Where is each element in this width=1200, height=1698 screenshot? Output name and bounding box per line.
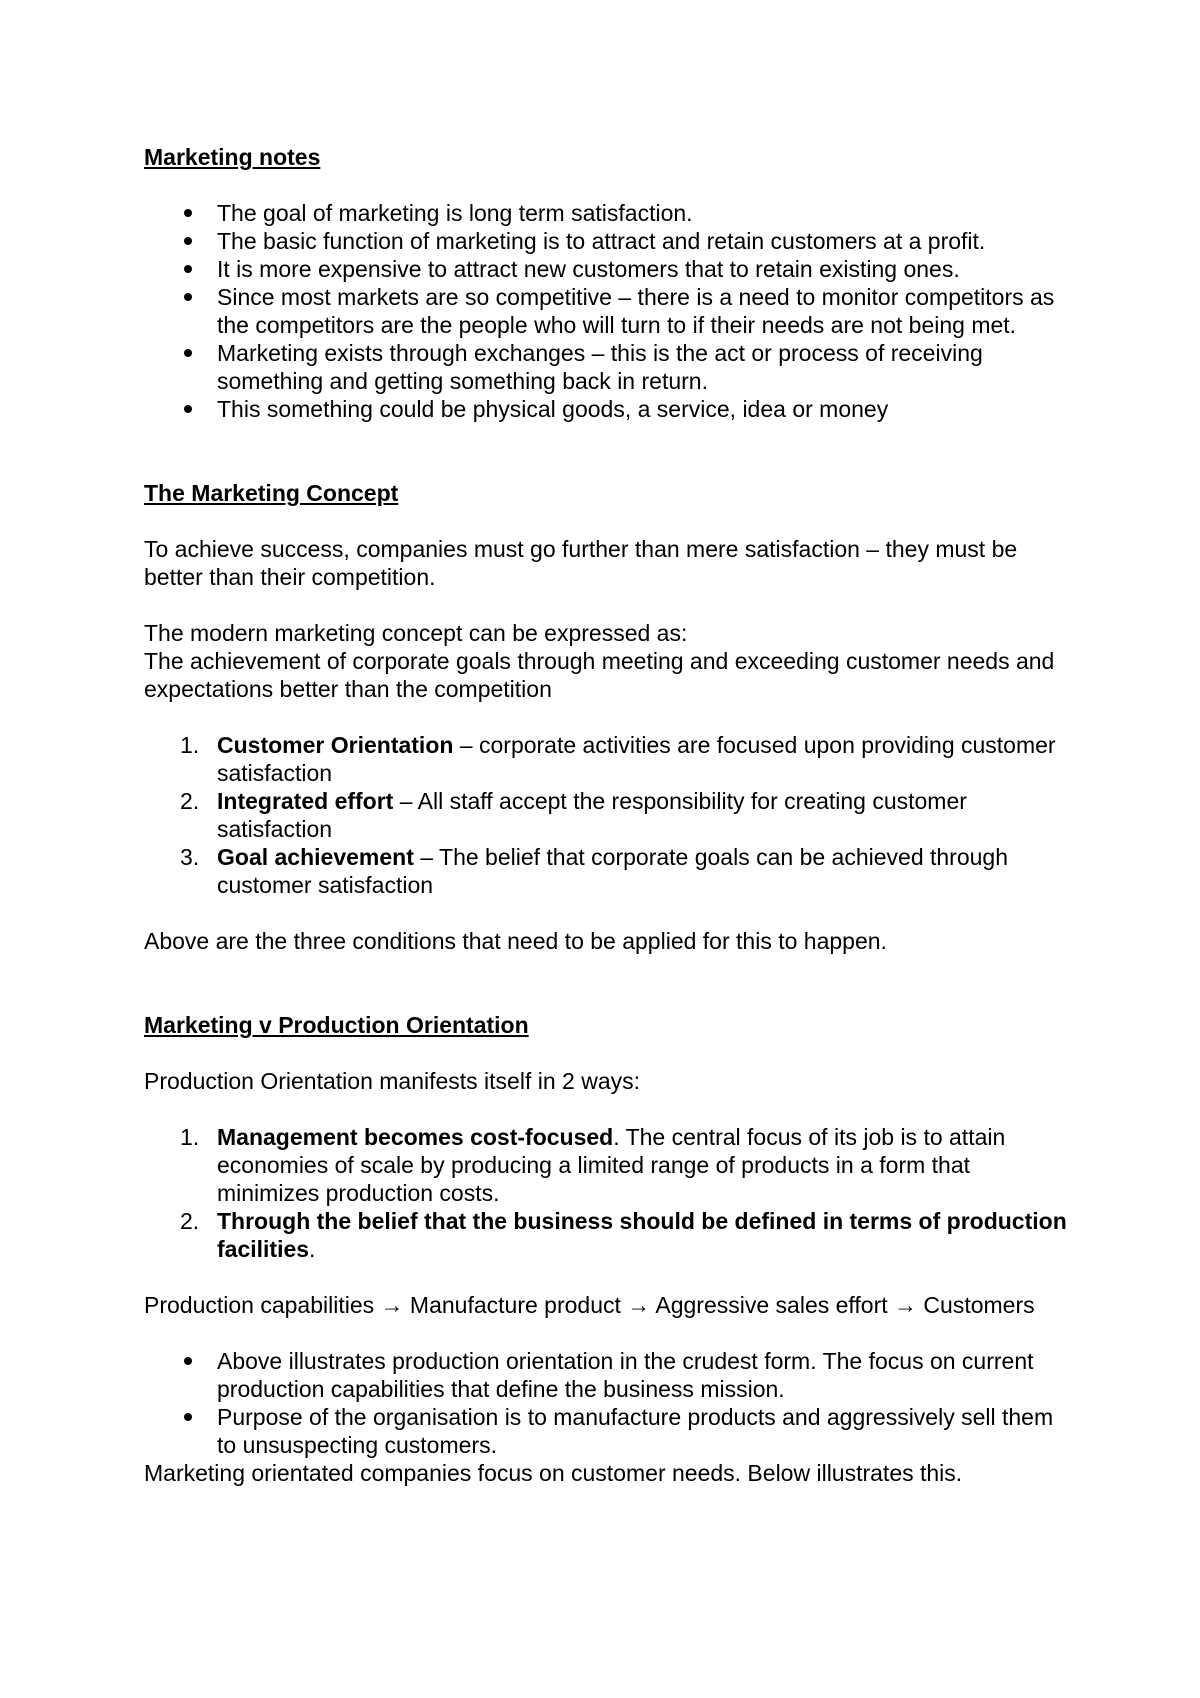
list-number: 1.: [180, 1124, 200, 1150]
flow-step: Aggressive sales effort: [650, 1292, 895, 1318]
list-number: 3.: [180, 844, 200, 870]
production-orientation-list: [144, 1123, 1074, 1263]
list-item: [144, 787, 1074, 843]
paragraph-concept-intro: The modern marketing concept can be expressed as:: [144, 620, 688, 646]
list-item: The basic function of marketing is to attract and retain customers at a profit.: [144, 227, 1074, 255]
list-item: [144, 1123, 1074, 1207]
flow-step: Production capabilities: [144, 1292, 381, 1318]
marketing-notes-list: [144, 199, 1074, 423]
section-heading-marketing-concept: The Marketing Concept: [144, 480, 399, 506]
list-item: This something could be physical goods, a service, idea or money: [144, 395, 1074, 423]
list-item: It is more expensive to attract new customers that to retain existing ones.: [144, 255, 1074, 283]
section-heading-marketing-vs-production: Marketing v Production Orientation: [144, 1012, 529, 1038]
list-item-text: .: [309, 1236, 316, 1262]
list-number: 2.: [180, 1208, 200, 1234]
list-item-text: – All staff accept the responsibility for creating customer satisfaction: [217, 788, 967, 842]
arrow-right-icon: →: [627, 1292, 651, 1318]
list-item: [144, 843, 1074, 899]
arrow-right-icon: →: [894, 1292, 918, 1318]
list-item: Purpose of the organisation is to manufacture products and aggressively sell them to unsuspecting customers.: [144, 1403, 1074, 1459]
list-item-text: – corporate activities are focused upon providing customer satisfaction: [217, 732, 1056, 786]
list-item-title: Through the belief that the business should be defined in terms of production facilities: [217, 1208, 1067, 1262]
list-item-title: Management becomes cost-focused: [217, 1124, 614, 1150]
list-item-title: Integrated effort: [217, 788, 394, 814]
list-item: Above illustrates production orientation in the crudest form. The focus on current production capabilities that define the business mission.: [144, 1347, 1074, 1403]
paragraph-conditions-summary: Above are the three conditions that need to be applied for this to happen.: [144, 928, 887, 954]
production-orientation-notes-list: [144, 1347, 1074, 1459]
list-item: Since most markets are so competitive – there is a need to monitor competitors as the competitors are the people who will turn to if their needs are not being met.: [144, 283, 1074, 339]
list-item: [144, 1207, 1074, 1263]
production-flow: [144, 1291, 1074, 1319]
document-page: [144, 143, 1074, 1487]
list-number: 2.: [180, 788, 200, 814]
list-item-text: . The central focus of its job is to attain economies of scale by producing a limited range of products in a form that minimizes production costs.: [217, 1124, 1006, 1206]
list-item: The goal of marketing is long term satisfaction.: [144, 199, 1074, 227]
list-item-text: – The belief that corporate goals can be achieved through customer satisfaction: [217, 844, 1009, 898]
list-item: [144, 731, 1074, 787]
marketing-concept-conditions-list: [144, 731, 1074, 899]
list-number: 1.: [180, 732, 200, 758]
section-heading-marketing-notes: Marketing notes: [144, 144, 321, 170]
flow-step: Customers: [917, 1292, 1035, 1318]
paragraph-production-intro: Production Orientation manifests itself in 2 ways:: [144, 1068, 641, 1094]
paragraph-success: To achieve success, companies must go further than mere satisfaction – they must be better than their competition.: [144, 536, 1018, 590]
arrow-right-icon: →: [380, 1292, 404, 1318]
list-item-title: Goal achievement: [217, 844, 414, 870]
list-item: Marketing exists through exchanges – this is the act or process of receiving something and getting something back in return.: [144, 339, 1074, 395]
list-item-title: Customer Orientation: [217, 732, 454, 758]
flow-step: Manufacture product: [403, 1292, 628, 1318]
paragraph-concept-definition: The achievement of corporate goals through meeting and exceeding customer needs and expectations better than the competition: [144, 648, 1055, 702]
paragraph-marketing-orientated: Marketing orientated companies focus on customer needs. Below illustrates this.: [144, 1460, 963, 1486]
